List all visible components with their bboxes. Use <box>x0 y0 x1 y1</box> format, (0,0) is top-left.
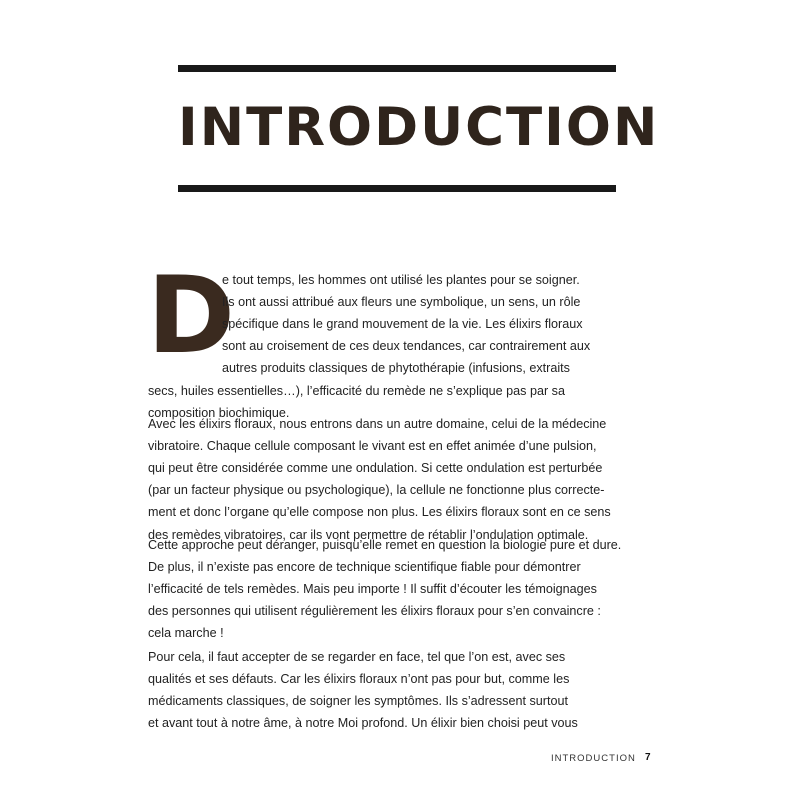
text-line: spécifique dans le grand mouvement de la vie. Les élixirs floraux <box>222 317 583 332</box>
page-number: 7 <box>645 752 651 763</box>
text-line: autres produits classiques de phytothérapie (infusions, extraits <box>222 361 570 376</box>
page-title: INTRODUCTION <box>178 97 660 158</box>
text-line: et avant tout à notre âme, à notre Moi profond. Un élixir bien choisi peut vous <box>148 716 578 731</box>
text-line: sont au croisement de ces deux tendances, car contrairement aux <box>222 339 591 354</box>
text-line: Pour cela, il faut accepter de se regarder en face, tel que l’on est, avec ses <box>148 650 566 664</box>
top-rule <box>178 65 616 72</box>
text-line: qui peut être considérée comme une ondulation. Si cette ondulation est perturbée <box>148 461 603 476</box>
text-line: des personnes qui utilisent régulièrement les élixirs floraux pour s’en convaincre : <box>148 604 601 619</box>
text-line: (par un facteur physique ou psychologique), la cellule ne fonctionne plus correcte- <box>148 483 605 498</box>
text-line: des remèdes vibratoires, car ils vont permettre de rétablir l’ondulation optimale. <box>148 527 589 542</box>
text-line: Avec les élixirs floraux, nous entrons dans un autre domaine, celui de la médecine <box>148 417 607 431</box>
text-line-spacer <box>148 357 218 379</box>
text-line: secs, huiles essentielles…), l’efficacité du remède ne s’explique pas par sa <box>148 383 565 398</box>
text-line: l’efficacité de tels remèdes. Mais peu importe ! Il suffit d’écouter les témoignages <box>148 582 597 597</box>
text-line: cela marche ! <box>148 626 224 641</box>
bottom-rule <box>178 185 616 192</box>
running-footer-label: INTRODUCTION <box>551 753 636 764</box>
text-line: ment et donc l’organe qu’elle compose non plus. Les élixirs floraux sont en ce sens <box>148 505 611 520</box>
text-line: Ils ont aussi attribué aux fleurs une symbolique, un sens, un rôle <box>222 295 581 310</box>
text-line: médicaments classiques, de soigner les symptômes. Ils s’adressent surtout <box>148 694 568 709</box>
text-line: qualités et ses défauts. Car les élixirs floraux n’ont pas pour but, comme les <box>148 672 570 687</box>
text-line: Cette approche peut déranger, puisqu’elle remet en question la biologie pure et dure. <box>148 538 622 552</box>
text-line: composition biochimique. <box>148 405 290 420</box>
text-line: e tout temps, les hommes ont utilisé les plantes pour se soigner. <box>222 273 580 287</box>
text-line: De plus, il n’existe pas encore de technique scientifique fiable pour démontrer <box>148 560 581 575</box>
drop-cap: D <box>147 254 235 377</box>
text-line: vibratoire. Chaque cellule composant le vivant est en effet animée d’une pulsion, <box>148 439 597 454</box>
